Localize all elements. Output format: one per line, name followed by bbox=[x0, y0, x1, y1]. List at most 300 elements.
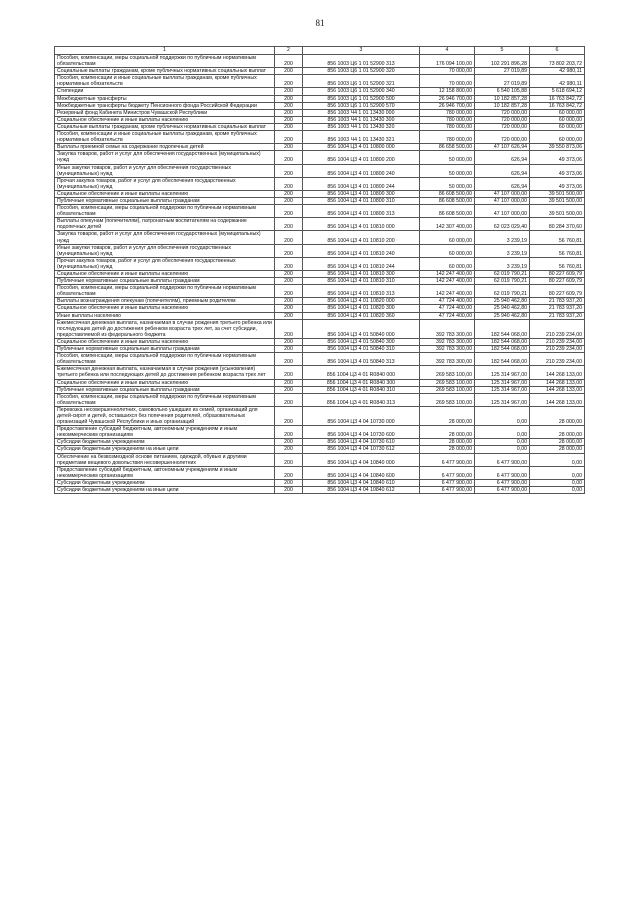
row-unexecuted-amount: 39 501 500,00 bbox=[530, 197, 585, 204]
row-line-code: 200 bbox=[275, 406, 303, 425]
row-unexecuted-amount: 39 501 500,00 bbox=[530, 190, 585, 197]
row-unexecuted-amount: 144 268 133,00 bbox=[530, 379, 585, 386]
row-budget-classification-code: 856 1003 Ц6 1 01 52900 320 bbox=[303, 68, 420, 75]
row-unexecuted-amount: 49 373,06 bbox=[530, 164, 585, 177]
row-unexecuted-amount: 0,00 bbox=[530, 453, 585, 466]
row-name: Закупка товаров, работ и услуг для обеспечения государственных (муниципальных) нужд bbox=[55, 231, 275, 244]
column-number: 2 bbox=[275, 47, 303, 55]
row-line-code: 200 bbox=[275, 446, 303, 453]
row-budget-classification-code: 856 1004 Ц3 4 01 10810 200 bbox=[303, 231, 420, 244]
row-line-code: 200 bbox=[275, 144, 303, 151]
column-number: 5 bbox=[475, 47, 530, 55]
row-approved-amount: 6 477 900,00 bbox=[420, 479, 475, 486]
row-budget-classification-code: 856 1003 Ц6 1 01 52900 313 bbox=[303, 55, 420, 68]
row-unexecuted-amount: 56 760,81 bbox=[530, 257, 585, 270]
row-executed-amount: 27 019,89 bbox=[475, 68, 530, 75]
row-budget-classification-code: 856 1003 Ч4 1 01 13430 321 bbox=[303, 131, 420, 144]
row-executed-amount: 62 019 790,21 bbox=[475, 278, 530, 285]
row-unexecuted-amount: 28 000,00 bbox=[530, 406, 585, 425]
row-name: Субсидии бюджетным учреждениям bbox=[55, 439, 275, 446]
row-approved-amount: 28 000,00 bbox=[420, 406, 475, 425]
row-approved-amount: 47 724 400,00 bbox=[420, 298, 475, 305]
row-unexecuted-amount: 144 268 133,00 bbox=[530, 393, 585, 406]
row-line-code: 200 bbox=[275, 164, 303, 177]
row-budget-classification-code: 856 1004 Ц3 4 01 10810 313 bbox=[303, 285, 420, 298]
budget-table bbox=[54, 46, 585, 494]
row-line-code: 200 bbox=[275, 231, 303, 244]
row-unexecuted-amount: 39 501 500,00 bbox=[530, 205, 585, 218]
table-row bbox=[55, 312, 585, 319]
row-line-code: 200 bbox=[275, 68, 303, 75]
row-unexecuted-amount: 60 000,00 bbox=[530, 116, 585, 123]
row-executed-amount: 62 019 790,21 bbox=[475, 271, 530, 278]
row-line-code: 200 bbox=[275, 123, 303, 130]
row-budget-classification-code: 856 1004 Ц3 4 01 R0840 310 bbox=[303, 386, 420, 393]
row-approved-amount: 70 000,00 bbox=[420, 75, 475, 88]
row-budget-classification-code: 856 1004 Ц3 4 01 10800 240 bbox=[303, 164, 420, 177]
row-budget-classification-code: 856 1004 Ц3 4 04 10840 600 bbox=[303, 466, 420, 479]
row-name: Предоставление субсидий бюджетным, автономным учреждениям и иным некоммерческим организациям bbox=[55, 466, 275, 479]
row-budget-classification-code: 856 1004 Ц3 4 01 10810 244 bbox=[303, 257, 420, 270]
row-name: Пособия, компенсации, меры социальной поддержки по публичным нормативным обязательствам bbox=[55, 393, 275, 406]
row-unexecuted-amount: 80 227 609,79 bbox=[530, 271, 585, 278]
row-name: Публичные нормативные социальные выплаты гражданам bbox=[55, 197, 275, 204]
row-budget-classification-code: 856 1004 Ц3 4 01 50840 300 bbox=[303, 338, 420, 345]
row-line-code: 200 bbox=[275, 75, 303, 88]
row-executed-amount: 125 314 967,00 bbox=[475, 393, 530, 406]
row-budget-classification-code: 856 1004 Ц3 4 01 10800 313 bbox=[303, 205, 420, 218]
row-budget-classification-code: 856 1004 Ц3 4 01 10810 310 bbox=[303, 278, 420, 285]
row-executed-amount: 0,00 bbox=[475, 446, 530, 453]
row-executed-amount: 182 544 068,00 bbox=[475, 353, 530, 366]
row-executed-amount: 62 023 029,40 bbox=[475, 218, 530, 231]
row-budget-classification-code: 856 1004 Ц3 4 01 R0840 300 bbox=[303, 379, 420, 386]
row-executed-amount: 125 314 967,00 bbox=[475, 379, 530, 386]
column-number: 3 bbox=[303, 47, 420, 55]
table-row bbox=[55, 68, 585, 75]
row-unexecuted-amount: 60 000,00 bbox=[530, 123, 585, 130]
row-executed-amount: 6 477 900,00 bbox=[475, 487, 530, 494]
row-name: Обеспечение на безвозмездной основе питанием, одеждой, обувью и другими предметами вещевого довольствия несовершеннолетних bbox=[55, 453, 275, 466]
row-budget-classification-code: 856 1004 Ц3 4 01 10820 300 bbox=[303, 305, 420, 312]
row-approved-amount: 86 608 500,00 bbox=[420, 190, 475, 197]
row-unexecuted-amount: 80 227 609,79 bbox=[530, 278, 585, 285]
row-name: Субсидии бюджетным учреждениям bbox=[55, 479, 275, 486]
row-executed-amount: 720 000,00 bbox=[475, 131, 530, 144]
page-number: 81 bbox=[315, 18, 325, 28]
row-name: Социальные выплаты гражданам, кроме публичных нормативных социальных выплат bbox=[55, 68, 275, 75]
table-row bbox=[55, 231, 585, 244]
row-name: Межбюджетные трансферты бюджету Пенсионного фонда Российской Федерации bbox=[55, 102, 275, 109]
row-unexecuted-amount: 28 000,00 bbox=[530, 446, 585, 453]
row-budget-classification-code: 856 1004 Ц3 4 04 10730 600 bbox=[303, 426, 420, 439]
row-line-code: 200 bbox=[275, 55, 303, 68]
row-unexecuted-amount: 210 239 234,00 bbox=[530, 353, 585, 366]
row-approved-amount: 47 724 400,00 bbox=[420, 312, 475, 319]
row-approved-amount: 26 946 700,00 bbox=[420, 102, 475, 109]
row-line-code: 200 bbox=[275, 151, 303, 164]
row-line-code: 200 bbox=[275, 338, 303, 345]
table-row bbox=[55, 197, 585, 204]
row-approved-amount: 12 158 800,00 bbox=[420, 88, 475, 95]
row-line-code: 200 bbox=[275, 285, 303, 298]
row-line-code: 200 bbox=[275, 346, 303, 353]
table-row bbox=[55, 123, 585, 130]
row-name: Прочая закупка товаров, работ и услуг для обеспечения государственных (муниципальных) нужд bbox=[55, 177, 275, 190]
row-executed-amount: 720 000,00 bbox=[475, 116, 530, 123]
row-name: Межбюджетные трансферты bbox=[55, 95, 275, 102]
row-name: Резервный фонд Кабинета Министров Чувашской Республики bbox=[55, 109, 275, 116]
row-line-code: 200 bbox=[275, 278, 303, 285]
table-row bbox=[55, 116, 585, 123]
row-line-code: 200 bbox=[275, 353, 303, 366]
row-approved-amount: 28 000,00 bbox=[420, 439, 475, 446]
row-budget-classification-code: 856 1004 Ц3 4 01 50840 000 bbox=[303, 319, 420, 338]
row-approved-amount: 142 247 400,00 bbox=[420, 285, 475, 298]
table-row bbox=[55, 298, 585, 305]
row-line-code: 200 bbox=[275, 439, 303, 446]
row-unexecuted-amount: 144 268 133,00 bbox=[530, 366, 585, 379]
table-row bbox=[55, 55, 585, 68]
row-unexecuted-amount: 0,00 bbox=[530, 479, 585, 486]
row-budget-classification-code: 856 1003 Ч4 1 01 13430 320 bbox=[303, 123, 420, 130]
row-name: Пособия, компенсации, меры социальной поддержки по публичным нормативным обязательствам bbox=[55, 205, 275, 218]
row-unexecuted-amount: 60 000,00 bbox=[530, 131, 585, 144]
row-name: Иные закупки товаров, работ и услуг для обеспечения государственных (муниципальных) нужд bbox=[55, 164, 275, 177]
row-executed-amount: 182 544 068,00 bbox=[475, 319, 530, 338]
row-name: Социальные выплаты гражданам, кроме публичных нормативных социальных выплат bbox=[55, 123, 275, 130]
row-line-code: 200 bbox=[275, 366, 303, 379]
row-approved-amount: 50 000,00 bbox=[420, 164, 475, 177]
table-row bbox=[55, 95, 585, 102]
row-approved-amount: 50 000,00 bbox=[420, 151, 475, 164]
row-approved-amount: 142 247 400,00 bbox=[420, 271, 475, 278]
row-line-code: 200 bbox=[275, 453, 303, 466]
table-row bbox=[55, 285, 585, 298]
row-budget-classification-code: 856 1004 Ц3 4 01 10810 240 bbox=[303, 244, 420, 257]
row-executed-amount: 62 019 790,21 bbox=[475, 285, 530, 298]
column-number-row bbox=[55, 47, 585, 55]
row-unexecuted-amount: 21 783 937,20 bbox=[530, 312, 585, 319]
row-name: Пособия, компенсации, меры социальной поддержки по публичным нормативным обязательствам bbox=[55, 353, 275, 366]
row-name: Иные выплаты населению bbox=[55, 312, 275, 319]
row-budget-classification-code: 856 1004 Ц3 4 01 10820 360 bbox=[303, 312, 420, 319]
row-approved-amount: 60 000,00 bbox=[420, 244, 475, 257]
row-budget-classification-code: 856 1004 Ц3 4 04 10730 000 bbox=[303, 406, 420, 425]
row-unexecuted-amount: 16 763 842,72 bbox=[530, 95, 585, 102]
row-approved-amount: 392 783 300,00 bbox=[420, 338, 475, 345]
row-unexecuted-amount: 21 783 937,20 bbox=[530, 298, 585, 305]
table-row bbox=[55, 426, 585, 439]
table-row bbox=[55, 244, 585, 257]
table-row bbox=[55, 353, 585, 366]
row-executed-amount: 47 107 000,00 bbox=[475, 197, 530, 204]
row-line-code: 200 bbox=[275, 386, 303, 393]
row-budget-classification-code: 856 1004 Ц3 4 01 R0840 313 bbox=[303, 393, 420, 406]
row-executed-amount: 626,94 bbox=[475, 177, 530, 190]
row-name: Выплаты вознаграждения опекунам (попечителям), приемным родителям bbox=[55, 298, 275, 305]
row-name: Закупка товаров, работ и услуг для обеспечения государственных (муниципальных) нужд bbox=[55, 151, 275, 164]
table-row bbox=[55, 257, 585, 270]
row-executed-amount: 3 239,19 bbox=[475, 244, 530, 257]
row-approved-amount: 6 477 900,00 bbox=[420, 487, 475, 494]
row-unexecuted-amount: 28 000,00 bbox=[530, 439, 585, 446]
table-row bbox=[55, 190, 585, 197]
row-executed-amount: 125 314 967,00 bbox=[475, 386, 530, 393]
table-row bbox=[55, 393, 585, 406]
table-row bbox=[55, 319, 585, 338]
row-name: Прочая закупка товаров, работ и услуг для обеспечения государственных (муниципальных) нужд bbox=[55, 257, 275, 270]
row-unexecuted-amount: 42 980,11 bbox=[530, 68, 585, 75]
table-row bbox=[55, 406, 585, 425]
row-name: Публичные нормативные социальные выплаты гражданам bbox=[55, 346, 275, 353]
row-approved-amount: 6 477 900,00 bbox=[420, 453, 475, 466]
row-name: Иные закупки товаров, работ и услуг для обеспечения государственных (муниципальных) нужд bbox=[55, 244, 275, 257]
row-name: Ежемесячная денежная выплата, назначаемая в случае рождения (усыновления) третьего ребенка или последующих детей до достижения ребенком возраста трех лет bbox=[55, 366, 275, 379]
row-executed-amount: 6 540 105,88 bbox=[475, 88, 530, 95]
row-approved-amount: 780 000,00 bbox=[420, 116, 475, 123]
row-name: Социальное обеспечение и иные выплаты населению bbox=[55, 271, 275, 278]
row-line-code: 200 bbox=[275, 95, 303, 102]
table-row bbox=[55, 386, 585, 393]
table-row bbox=[55, 446, 585, 453]
row-executed-amount: 6 477 900,00 bbox=[475, 466, 530, 479]
row-line-code: 200 bbox=[275, 271, 303, 278]
row-approved-amount: 26 946 700,00 bbox=[420, 95, 475, 102]
row-budget-classification-code: 856 1004 Ц3 4 01 10800 200 bbox=[303, 151, 420, 164]
row-unexecuted-amount: 5 618 694,12 bbox=[530, 88, 585, 95]
row-name: Социальное обеспечение и иные выплаты населению bbox=[55, 116, 275, 123]
row-unexecuted-amount: 16 763 842,72 bbox=[530, 102, 585, 109]
table-row bbox=[55, 109, 585, 116]
row-unexecuted-amount: 0,00 bbox=[530, 466, 585, 479]
row-name: Стипендии bbox=[55, 88, 275, 95]
row-name: Социальное обеспечение и иные выплаты населению bbox=[55, 379, 275, 386]
row-approved-amount: 142 247 400,00 bbox=[420, 278, 475, 285]
row-budget-classification-code: 856 1004 Ц3 4 01 10800 300 bbox=[303, 190, 420, 197]
row-unexecuted-amount: 210 239 234,00 bbox=[530, 346, 585, 353]
row-approved-amount: 780 000,00 bbox=[420, 131, 475, 144]
row-name: Публичные нормативные социальные выплаты гражданам bbox=[55, 386, 275, 393]
row-unexecuted-amount: 21 783 937,20 bbox=[530, 305, 585, 312]
row-approved-amount: 269 583 100,00 bbox=[420, 366, 475, 379]
row-budget-classification-code: 856 1004 Ц3 4 01 R0840 000 bbox=[303, 366, 420, 379]
row-name: Социальное обеспечение и иные выплаты населению bbox=[55, 338, 275, 345]
row-name: Субсидии бюджетным учреждениям на иные цели bbox=[55, 446, 275, 453]
row-unexecuted-amount: 80 284 370,60 bbox=[530, 218, 585, 231]
table-row bbox=[55, 379, 585, 386]
row-name: Пособия, компенсации, меры социальной поддержки по публичным нормативным обязательствам bbox=[55, 285, 275, 298]
row-line-code: 200 bbox=[275, 116, 303, 123]
row-budget-classification-code: 856 1003 Ц6 1 01 52900 340 bbox=[303, 88, 420, 95]
row-executed-amount: 10 182 857,28 bbox=[475, 95, 530, 102]
row-budget-classification-code: 856 1004 Ц3 4 04 10840 610 bbox=[303, 479, 420, 486]
row-executed-amount: 626,94 bbox=[475, 151, 530, 164]
row-approved-amount: 60 000,00 bbox=[420, 231, 475, 244]
table-row bbox=[55, 466, 585, 479]
row-budget-classification-code: 856 1003 Ч4 1 01 13430 300 bbox=[303, 116, 420, 123]
row-approved-amount: 47 724 400,00 bbox=[420, 305, 475, 312]
row-approved-amount: 269 583 100,00 bbox=[420, 379, 475, 386]
row-name: Пособия, компенсации и иные социальные выплаты гражданам, кроме публичных нормативных обязательств bbox=[55, 75, 275, 88]
row-name: Перевозка несовершеннолетних, самовольно ушедших из семей, организаций для детей-сирот и детей, оставшихся без попечения родителей, образовательных организаций Чувашской Республики и иных организаций bbox=[55, 406, 275, 425]
table-row bbox=[55, 453, 585, 466]
row-executed-amount: 720 000,00 bbox=[475, 123, 530, 130]
row-line-code: 200 bbox=[275, 88, 303, 95]
row-executed-amount: 25 940 462,80 bbox=[475, 312, 530, 319]
row-line-code: 200 bbox=[275, 298, 303, 305]
row-budget-classification-code: 856 1004 Ц3 4 01 10810 000 bbox=[303, 218, 420, 231]
row-approved-amount: 70 000,00 bbox=[420, 68, 475, 75]
row-line-code: 200 bbox=[275, 312, 303, 319]
row-executed-amount: 6 477 900,00 bbox=[475, 453, 530, 466]
row-line-code: 200 bbox=[275, 305, 303, 312]
row-executed-amount: 0,00 bbox=[475, 406, 530, 425]
row-approved-amount: 86 608 500,00 bbox=[420, 205, 475, 218]
table-row bbox=[55, 144, 585, 151]
row-budget-classification-code: 856 1004 Ц3 4 01 10810 300 bbox=[303, 271, 420, 278]
table-row bbox=[55, 479, 585, 486]
row-executed-amount: 10 182 857,28 bbox=[475, 102, 530, 109]
row-budget-classification-code: 856 1004 Ц3 4 04 10840 000 bbox=[303, 453, 420, 466]
row-executed-amount: 6 477 900,00 bbox=[475, 479, 530, 486]
row-line-code: 200 bbox=[275, 379, 303, 386]
row-unexecuted-amount: 210 239 234,00 bbox=[530, 319, 585, 338]
row-line-code: 200 bbox=[275, 205, 303, 218]
row-executed-amount: 626,94 bbox=[475, 164, 530, 177]
row-budget-classification-code: 856 1003 Ч4 1 01 13430 000 bbox=[303, 109, 420, 116]
row-approved-amount: 60 000,00 bbox=[420, 257, 475, 270]
column-number: 1 bbox=[55, 47, 275, 55]
row-name: Социальное обеспечение и иные выплаты населению bbox=[55, 305, 275, 312]
row-approved-amount: 6 477 900,00 bbox=[420, 466, 475, 479]
table-row bbox=[55, 164, 585, 177]
row-executed-amount: 25 940 462,80 bbox=[475, 298, 530, 305]
row-executed-amount: 102 291 896,28 bbox=[475, 55, 530, 68]
row-budget-classification-code: 856 1004 Ц3 4 01 50840 313 bbox=[303, 353, 420, 366]
row-line-code: 200 bbox=[275, 426, 303, 439]
row-budget-classification-code: 856 1004 Ц3 4 01 10800 244 bbox=[303, 177, 420, 190]
row-budget-classification-code: 856 1003 Ц6 1 01 52900 500 bbox=[303, 95, 420, 102]
row-line-code: 200 bbox=[275, 393, 303, 406]
table-row bbox=[55, 218, 585, 231]
table-row bbox=[55, 338, 585, 345]
row-name: Ежемесячная денежная выплата, назначаемая в случае рождения третьего ребенка или последующих детей до достижения ребенком возраста трех лет, за счет субсидии, предоставляемой из федерального бюджета bbox=[55, 319, 275, 338]
budget-table-body bbox=[55, 47, 585, 494]
table-row bbox=[55, 75, 585, 88]
row-executed-amount: 47 107 626,94 bbox=[475, 144, 530, 151]
row-budget-classification-code: 856 1004 Ц3 4 01 10800 310 bbox=[303, 197, 420, 204]
row-line-code: 200 bbox=[275, 177, 303, 190]
row-line-code: 200 bbox=[275, 479, 303, 486]
row-approved-amount: 780 000,00 bbox=[420, 123, 475, 130]
row-approved-amount: 86 658 500,00 bbox=[420, 144, 475, 151]
row-budget-classification-code: 856 1004 Ц3 4 04 10730 610 bbox=[303, 439, 420, 446]
row-approved-amount: 269 583 100,00 bbox=[420, 386, 475, 393]
row-budget-classification-code: 856 1004 Ц3 4 04 10840 612 bbox=[303, 487, 420, 494]
row-unexecuted-amount: 56 760,81 bbox=[530, 231, 585, 244]
row-unexecuted-amount: 42 980,11 bbox=[530, 75, 585, 88]
row-budget-classification-code: 856 1003 Ц6 1 01 52900 570 bbox=[303, 102, 420, 109]
row-approved-amount: 269 583 100,00 bbox=[420, 393, 475, 406]
row-executed-amount: 47 107 000,00 bbox=[475, 190, 530, 197]
table-row bbox=[55, 88, 585, 95]
row-line-code: 200 bbox=[275, 257, 303, 270]
row-name: Выплаты опекунам (попечителям), патронатным воспитателям на содержание подопечных детей bbox=[55, 218, 275, 231]
table-row bbox=[55, 278, 585, 285]
row-unexecuted-amount: 0,00 bbox=[530, 487, 585, 494]
row-approved-amount: 28 000,00 bbox=[420, 426, 475, 439]
table-row bbox=[55, 487, 585, 494]
row-line-code: 200 bbox=[275, 218, 303, 231]
row-line-code: 200 bbox=[275, 466, 303, 479]
table-row bbox=[55, 366, 585, 379]
row-budget-classification-code: 856 1004 Ц3 4 01 10820 000 bbox=[303, 298, 420, 305]
row-executed-amount: 47 107 000,00 bbox=[475, 205, 530, 218]
row-unexecuted-amount: 56 760,81 bbox=[530, 244, 585, 257]
row-name: Пособия, компенсации, меры социальной поддержки по публичным нормативным обязательствам bbox=[55, 55, 275, 68]
row-executed-amount: 720 000,00 bbox=[475, 109, 530, 116]
row-approved-amount: 50 000,00 bbox=[420, 177, 475, 190]
row-budget-classification-code: 856 1003 Ц6 1 01 52900 321 bbox=[303, 75, 420, 88]
row-line-code: 200 bbox=[275, 190, 303, 197]
row-name: Пособия, компенсации и иные социальные выплаты гражданам, кроме публичных нормативных обязательств bbox=[55, 131, 275, 144]
row-budget-classification-code: 856 1004 Ц3 4 01 50840 310 bbox=[303, 346, 420, 353]
table-row bbox=[55, 102, 585, 109]
row-approved-amount: 176 094 100,00 bbox=[420, 55, 475, 68]
row-line-code: 200 bbox=[275, 102, 303, 109]
row-unexecuted-amount: 49 373,06 bbox=[530, 177, 585, 190]
row-line-code: 200 bbox=[275, 197, 303, 204]
row-approved-amount: 28 000,00 bbox=[420, 446, 475, 453]
row-executed-amount: 3 239,19 bbox=[475, 231, 530, 244]
row-line-code: 200 bbox=[275, 244, 303, 257]
table-row bbox=[55, 439, 585, 446]
table-row bbox=[55, 151, 585, 164]
row-name: Предоставление субсидий бюджетным, автономным учреждениям и иным некоммерческим организациям bbox=[55, 426, 275, 439]
row-executed-amount: 27 019,89 bbox=[475, 75, 530, 88]
row-executed-amount: 182 544 068,00 bbox=[475, 338, 530, 345]
row-unexecuted-amount: 28 000,00 bbox=[530, 426, 585, 439]
row-line-code: 200 bbox=[275, 487, 303, 494]
row-executed-amount: 182 544 068,00 bbox=[475, 346, 530, 353]
table-row bbox=[55, 177, 585, 190]
row-line-code: 200 bbox=[275, 319, 303, 338]
column-number: 4 bbox=[420, 47, 475, 55]
row-budget-classification-code: 856 1004 Ц3 4 04 10730 612 bbox=[303, 446, 420, 453]
table-row bbox=[55, 271, 585, 278]
row-executed-amount: 25 940 462,80 bbox=[475, 305, 530, 312]
row-approved-amount: 142 307 400,00 bbox=[420, 218, 475, 231]
row-approved-amount: 392 783 300,00 bbox=[420, 319, 475, 338]
row-unexecuted-amount: 210 239 234,00 bbox=[530, 338, 585, 345]
row-line-code: 200 bbox=[275, 109, 303, 116]
row-budget-classification-code: 856 1004 Ц3 4 01 10800 000 bbox=[303, 144, 420, 151]
row-unexecuted-amount: 144 268 133,00 bbox=[530, 386, 585, 393]
row-name: Субсидии бюджетным учреждениям на иные цели bbox=[55, 487, 275, 494]
table-row bbox=[55, 305, 585, 312]
row-unexecuted-amount: 80 227 609,79 bbox=[530, 285, 585, 298]
table-row bbox=[55, 346, 585, 353]
row-executed-amount: 3 239,19 bbox=[475, 257, 530, 270]
row-unexecuted-amount: 60 000,00 bbox=[530, 109, 585, 116]
row-line-code: 200 bbox=[275, 131, 303, 144]
table-row bbox=[55, 131, 585, 144]
table-row bbox=[55, 205, 585, 218]
row-name: Выплаты приемной семье на содержание подопечных детей bbox=[55, 144, 275, 151]
row-approved-amount: 86 608 500,00 bbox=[420, 197, 475, 204]
row-name: Социальное обеспечение и иные выплаты населению bbox=[55, 190, 275, 197]
